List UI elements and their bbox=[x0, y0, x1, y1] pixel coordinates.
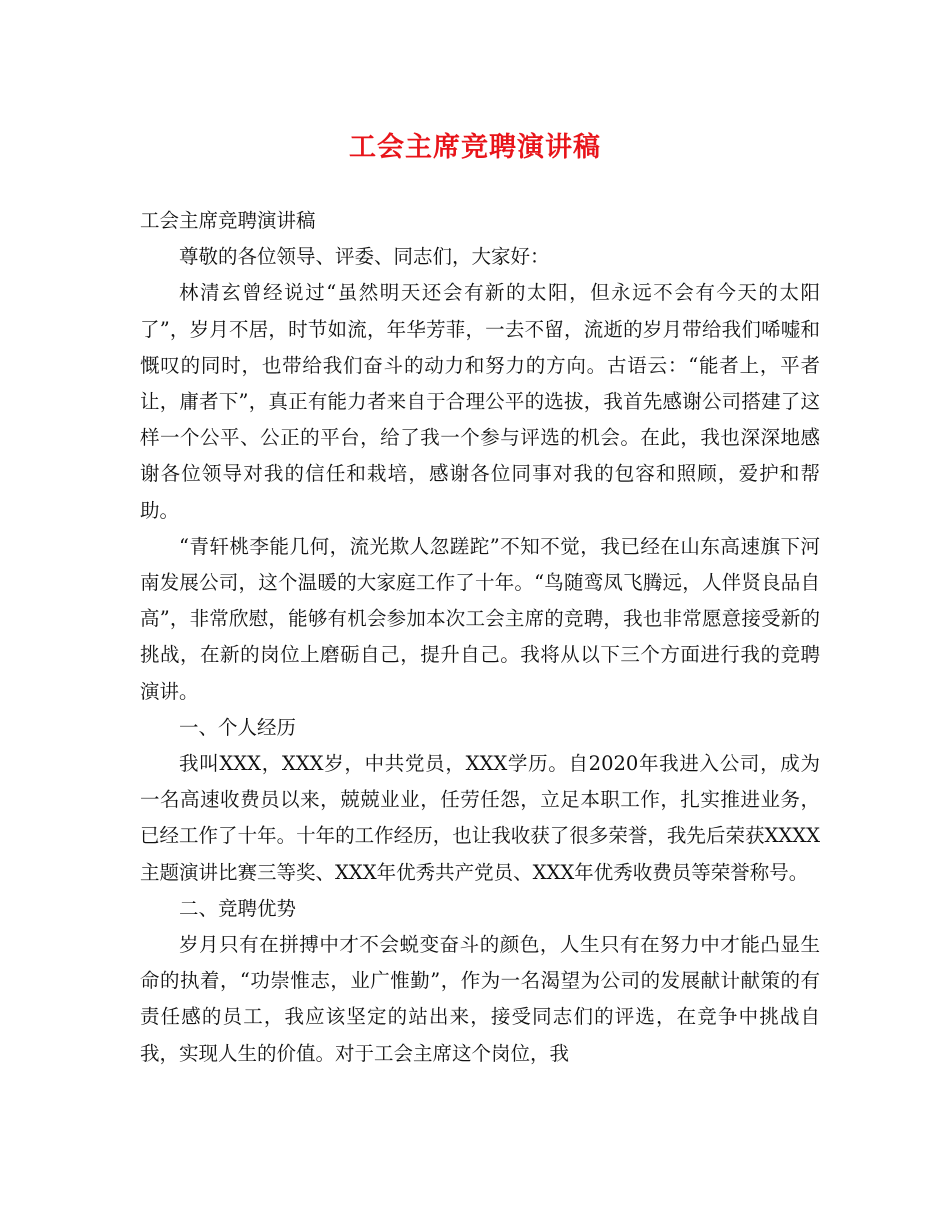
body-paragraph: 岁月只有在拼搏中才不会蜕变奋斗的颜色，人生只有在努力中才能凸显生命的执着，“功崇惟志，业广惟勤”，作为一名渴望为公司的发展献计献策的有责任感的员工，我应该坚定的站出来，接受同志们的评选，在竞争中挑战自我，实现人生的价值。对于工会主席这个岗位，我 bbox=[140, 933, 820, 1065]
body-paragraph: 林清玄曾经说过“虽然明天还会有新的太阳，但永远不会有今天的太阳了”，岁月不居，时节如流，年华芳菲，一去不留，流逝的岁月带给我们唏嘘和慨叹的同时，也带给我们奋斗的动力和努力的方向。古语云：“能者上，平者让，庸者下”，真正有能力者来自于合理公平的选拔，我首先感谢公司搭建了这样一个公平、公正的平台，给了我一个参与评选的机会。在此，我也深深地感谢各位领导对我的信任和栽培，感谢各位同事对我的包容和照顾，爱护和帮助。 bbox=[140, 281, 820, 522]
body-paragraph: 我叫XXX，XXX岁，中共党员，XXX学历。自2020年我进入公司，成为一名高速收费员以来，兢兢业业，任劳任怨，立足本职工作，扎实推进业务，已经工作了十年。十年的工作经历，也让我收获了很多荣誉，我先后荣获XXXX主题演讲比赛三等奖、XXX年优秀共产党员、XXX年优秀收费员等荣誉称号。 bbox=[140, 752, 820, 884]
greeting-paragraph: 尊敬的各位领导、评委、同志们，大家好： bbox=[179, 245, 550, 269]
body-paragraph: “青轩桃李能几何，流光欺人忽蹉跎”不知不觉，我已经在山东高速旗下河南发展公司，这个温暖的大家庭工作了十年。“鸟随鸾凤飞腾远，人伴贤良品自高”，非常欣慰，能够有机会参加本次工会主席的竞聘，我也非常愿意接受新的挑战，在新的岗位上磨砺自己，提升自己。我将从以下三个方面进行我的竞聘演讲。 bbox=[140, 534, 820, 703]
document-title: 工会主席竞聘演讲稿 bbox=[349, 132, 601, 163]
section-heading: 二、竞聘优势 bbox=[179, 896, 297, 920]
document-body bbox=[140, 203, 820, 1072]
body-heading: 工会主席竞聘演讲稿 bbox=[140, 209, 316, 232]
section-heading: 一、个人经历 bbox=[179, 715, 297, 739]
